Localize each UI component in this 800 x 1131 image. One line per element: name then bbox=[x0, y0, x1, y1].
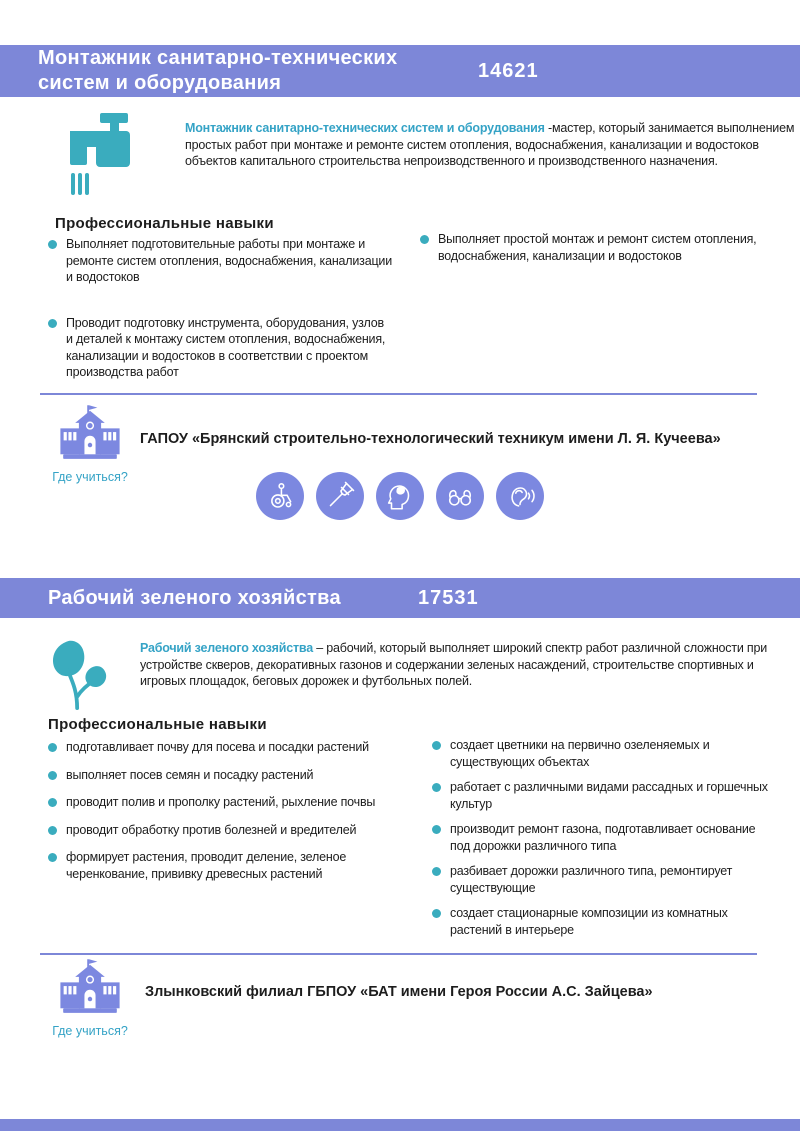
skill-item bbox=[432, 905, 772, 938]
bullet-dot-icon bbox=[48, 826, 57, 835]
section1-intro-rest: -мастер, который занимается выполнением простых работ при монтаже и ремонте систем отопления, водоснабжения, канализации и водостоков объектов капитального строительства непроизводственного и производственного назначения. bbox=[185, 121, 795, 168]
bottom-accent-bar bbox=[0, 1119, 800, 1131]
wheelchair-icon bbox=[256, 472, 304, 520]
section2-skills-heading: Профессиональные навыки bbox=[48, 716, 267, 733]
bullet-dot-icon bbox=[48, 240, 57, 249]
bullet-dot-icon bbox=[432, 909, 441, 918]
vision-glasses-icon bbox=[436, 472, 484, 520]
section2-divider bbox=[40, 953, 757, 955]
skill-text: работает с различными видами рассадных и горшечных культур bbox=[450, 780, 768, 811]
skill-item bbox=[432, 863, 772, 896]
skill-text: Проводит подготовку инструмента, оборудования, узлов и деталей к монтажу систем отопления, водоснабжения, канализации и водостоков в соответствии с проектом производства работ bbox=[66, 315, 386, 379]
section2-school-block bbox=[45, 958, 135, 1038]
skill-item bbox=[432, 821, 772, 854]
skill-text: создает цветники на первично озеленяемых и существующих объектах bbox=[450, 738, 710, 769]
skill-text: Выполняет подготовительные работы при монтаже и ремонте систем отопления, водоснабжения, канализации и водостоков bbox=[66, 237, 392, 284]
skill-item bbox=[48, 794, 393, 811]
crutch-icon bbox=[316, 472, 364, 520]
skill-item bbox=[432, 779, 772, 812]
section2-title: Рабочий зеленого хозяйства bbox=[48, 586, 341, 609]
skill-item bbox=[48, 822, 393, 839]
accessibility-icons-row bbox=[0, 472, 800, 520]
section1-school-name: ГАПОУ «Брянский строительно-технологический техникум имени Л. Я. Кучеева» bbox=[140, 431, 721, 447]
bullet-dot-icon bbox=[48, 853, 57, 862]
bullet-dot-icon bbox=[48, 743, 57, 752]
section1-skills-left bbox=[48, 236, 393, 410]
skill-item bbox=[48, 236, 393, 286]
bullet-dot-icon bbox=[432, 783, 441, 792]
section1-title: Монтажник санитарно-технических систем и оборудования bbox=[38, 47, 398, 94]
school-building-icon bbox=[53, 404, 127, 462]
section2-header-bar bbox=[0, 578, 800, 618]
faucet-icon bbox=[62, 113, 140, 202]
where-to-study-label: Где учиться? bbox=[52, 1024, 128, 1038]
bullet-dot-icon bbox=[48, 798, 57, 807]
section2-intro-rest: – рабочий, который выполняет широкий спектр работ различной сложности при устройстве скверов, декоративных газонов и содержании зеленых насаждений, строительстве спортивных и игровых площадок, беговых дорожек и футбольных полей. bbox=[140, 641, 768, 688]
section1-code: 14621 bbox=[478, 59, 539, 82]
school-building-icon bbox=[53, 958, 127, 1016]
section1-intro-lead: Монтажник санитарно-технических систем и оборудования bbox=[185, 121, 545, 135]
section2-intro-lead: Рабочий зеленого хозяйства bbox=[140, 641, 313, 655]
section1-divider bbox=[40, 393, 757, 395]
skill-item bbox=[48, 849, 393, 882]
skill-item bbox=[48, 315, 393, 381]
bullet-dot-icon bbox=[48, 771, 57, 780]
section1-header-bar bbox=[0, 45, 800, 97]
section2-code: 17531 bbox=[418, 586, 479, 609]
bullet-dot-icon bbox=[432, 741, 441, 750]
skill-text: проводит обработку против болезней и вредителей bbox=[66, 822, 357, 837]
skill-text: разбивает дорожки различного типа, ремонтирует существующие bbox=[450, 864, 733, 895]
skill-item bbox=[48, 767, 393, 784]
skill-text: формирует растения, проводит деление, зеленое черенкование, прививку древесных растений bbox=[66, 850, 347, 881]
where-to-study-label: Где учиться? bbox=[52, 470, 128, 484]
section2-intro bbox=[140, 640, 790, 690]
skill-text: подготавливает почву для посева и посадки растений bbox=[66, 740, 369, 754]
bullet-dot-icon bbox=[432, 825, 441, 834]
cognitive-head-brain-icon bbox=[376, 472, 424, 520]
skill-item bbox=[420, 231, 765, 264]
section2-skills-right bbox=[432, 737, 772, 947]
skill-text: производит ремонт газона, подготавливает основание под дорожки различного типа bbox=[450, 822, 756, 853]
section2-school-name: Злынковский филиал ГБПОУ «БАТ имени Героя России А.С. Зайцева» bbox=[145, 984, 653, 1000]
skill-item bbox=[48, 739, 393, 756]
section2-skills-left bbox=[48, 739, 393, 893]
bullet-dot-icon bbox=[420, 235, 429, 244]
skill-text: выполняет посев семян и посадку растений bbox=[66, 767, 314, 782]
bullet-dot-icon bbox=[48, 319, 57, 328]
skill-text: проводит полив и прополку растений, рыхление почвы bbox=[66, 795, 376, 809]
skill-text: Выполняет простой монтаж и ремонт систем отопления, водоснабжения, канализации и водостоков bbox=[438, 232, 757, 263]
section1-intro bbox=[185, 120, 800, 170]
skill-text: создает стационарные композиции из комнатных растений в интерьере bbox=[450, 906, 728, 937]
section1-skills-heading: Профессиональные навыки bbox=[55, 215, 274, 232]
section1-skills-right bbox=[420, 231, 765, 275]
hearing-ear-icon bbox=[496, 472, 544, 520]
sprout-icon bbox=[42, 634, 118, 715]
skill-item bbox=[432, 737, 772, 770]
bullet-dot-icon bbox=[432, 867, 441, 876]
